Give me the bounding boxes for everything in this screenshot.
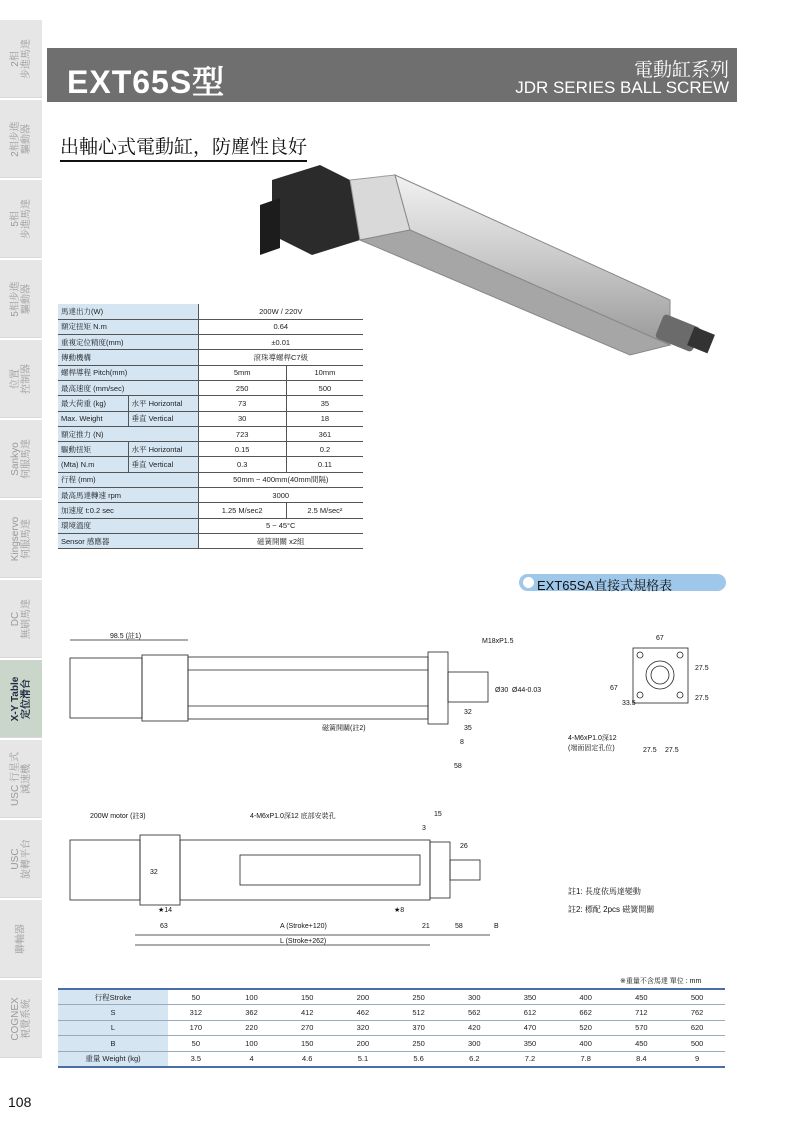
spec-row: [58, 380, 363, 395]
note-1: 註1: 長度依馬達變動: [568, 887, 641, 896]
dim-21: 21: [422, 923, 430, 930]
stroke-value: 500: [669, 989, 725, 1005]
sidebar-tab-label: COGNEX 視覺系統: [10, 996, 32, 1041]
motor-body: [260, 165, 360, 255]
stroke-value: 570: [614, 1020, 670, 1036]
stroke-value: 470: [502, 1020, 558, 1036]
stroke-row: [58, 1020, 725, 1036]
spec-value: 0.11: [286, 457, 363, 472]
dim-33-5: 33.5: [622, 700, 636, 707]
sidebar-tab[interactable]: [0, 500, 42, 578]
spec-row: [58, 350, 363, 365]
stroke-value: 6.2: [446, 1051, 502, 1067]
stroke-label: 重量 Weight (kg): [58, 1051, 168, 1067]
sidebar-tab-label: X-Y Table 定位滑台: [10, 676, 32, 721]
spec-label: 最高馬達轉速 rpm: [58, 488, 198, 503]
spec-label: 額定推力 (N): [58, 426, 198, 441]
sidebar-tab[interactable]: [0, 900, 42, 978]
page-header: [47, 48, 737, 102]
dim-m6: 4-M6xP1.0深12: [568, 735, 617, 742]
dim-motor: 200W motor (註3): [90, 813, 146, 820]
spec-row: [58, 335, 363, 350]
spec-value: 3000: [198, 488, 363, 503]
stroke-value: 762: [669, 1005, 725, 1021]
stroke-value: 170: [168, 1020, 224, 1036]
spec-section-label-text: EXT65SA直接式規格表: [537, 578, 673, 593]
spec-row: [58, 442, 363, 457]
stroke-value: 250: [391, 989, 447, 1005]
stroke-value: 450: [614, 989, 670, 1005]
sidebar-tab-label: DC 無刷馬達: [10, 598, 32, 639]
spec-row: [58, 533, 363, 548]
spec-value: 磁簧開關 x2組: [198, 533, 363, 548]
weight-note: ※重量不含馬達 單位 : mm: [620, 978, 702, 985]
actuator-body: [350, 175, 670, 355]
spec-row: [58, 426, 363, 441]
stroke-value: 9: [669, 1051, 725, 1067]
stroke-value: 412: [279, 1005, 335, 1021]
spec-label: 最大荷重 (kg): [58, 396, 128, 411]
stroke-value: 7.8: [558, 1051, 614, 1067]
sidebar-tab[interactable]: [0, 180, 42, 258]
spec-value: 5mm: [198, 365, 286, 380]
sidebar-tab-label: 位置 控制器: [10, 363, 32, 394]
dim-32-bottom: 32: [150, 869, 158, 876]
spec-row: [58, 365, 363, 380]
spec-value: 1.25 M/sec2: [198, 503, 286, 518]
spec-label: 額定扭矩 N.m: [58, 319, 198, 334]
dim-27-5-d: 27.5: [665, 747, 679, 754]
stroke-value: 5.1: [335, 1051, 391, 1067]
dim-58: 58: [454, 763, 462, 770]
sidebar-tab[interactable]: [0, 420, 42, 498]
stroke-value: 150: [279, 1036, 335, 1052]
spec-value: 0.15: [198, 442, 286, 457]
series-title-en: JDR SERIES BALL SCREW: [515, 78, 729, 97]
stroke-value: 662: [558, 1005, 614, 1021]
sidebar-tab[interactable]: [0, 260, 42, 338]
sidebar-tab[interactable]: [0, 980, 42, 1058]
sidebar-tab[interactable]: [0, 820, 42, 898]
stroke-row: [58, 989, 725, 1005]
sidebar-tab[interactable]: [0, 340, 42, 418]
sidebar-tab[interactable]: [0, 100, 42, 178]
spec-row: [58, 472, 363, 487]
stroke-value: 462: [335, 1005, 391, 1021]
dim-32: 32: [464, 709, 472, 716]
stroke-value: 320: [335, 1020, 391, 1036]
stroke-value: 8.4: [614, 1051, 670, 1067]
spec-value: 500: [286, 380, 363, 395]
spec-value: 2.5 M/sec²: [286, 503, 363, 518]
stroke-value: 362: [224, 1005, 280, 1021]
stroke-value: 500: [669, 1036, 725, 1052]
spec-row: [58, 518, 363, 533]
dim-58-bottom: 58: [455, 923, 463, 930]
spec-label: 重複定位精度(mm): [58, 335, 198, 350]
sidebar-tab[interactable]: [0, 740, 42, 818]
category-sidebar: [0, 0, 42, 1122]
spec-value: 0.64: [198, 319, 363, 334]
spec-row: [58, 396, 363, 411]
spec-label: 馬達出力(W): [58, 304, 198, 319]
stroke-label: S: [58, 1005, 168, 1021]
stroke-row: [58, 1005, 725, 1021]
sidebar-tab-label: Kingservo 伺服馬達: [10, 516, 32, 561]
dim-stroke-120: A (Stroke+120): [280, 923, 327, 930]
stroke-value: 300: [446, 989, 502, 1005]
stroke-value: 450: [614, 1036, 670, 1052]
spec-sublabel: 垂直 Vertical: [128, 457, 198, 472]
stroke-value: 220: [224, 1020, 280, 1036]
page-number: 108: [8, 1094, 32, 1110]
spec-value: 50mm ~ 400mm(40mm間隔): [198, 472, 363, 487]
spec-value: ±0.01: [198, 335, 363, 350]
spec-value: 10mm: [286, 365, 363, 380]
spec-value: 35: [286, 396, 363, 411]
dim-motor-length: 98.5 (註1): [110, 633, 142, 640]
stroke-value: 312: [168, 1005, 224, 1021]
stroke-value: 200: [335, 1036, 391, 1052]
sidebar-tab-label: 2相 步進馬達: [10, 38, 32, 79]
stroke-label: B: [58, 1036, 168, 1052]
page-subtitle: 出軸心式電動缸，防塵性良好: [60, 132, 307, 162]
stroke-value: 350: [502, 989, 558, 1005]
stroke-table: [58, 988, 725, 1068]
spec-sublabel: 水平 Horizontal: [128, 396, 198, 411]
spec-table: [58, 304, 363, 549]
spec-row: [58, 304, 363, 319]
stroke-value: 3.5: [168, 1051, 224, 1067]
dim-3: 3: [422, 825, 426, 832]
spec-section-label: [519, 574, 726, 591]
stroke-value: 50: [168, 1036, 224, 1052]
stroke-value: 712: [614, 1005, 670, 1021]
dim-35: 35: [464, 725, 472, 732]
dimension-labels: [90, 631, 709, 945]
dim-27-5-b: 27.5: [695, 695, 709, 702]
stroke-label: 行程Stroke: [58, 989, 168, 1005]
stroke-value: 350: [502, 1036, 558, 1052]
spec-value: 361: [286, 426, 363, 441]
stroke-value: 250: [391, 1036, 447, 1052]
sidebar-tab-label: USC 旋轉平台: [10, 838, 32, 879]
sidebar-tab-label: USC 行星式 減速機: [10, 751, 32, 806]
spec-value: 200W / 220V: [198, 304, 363, 319]
dim-B: B: [494, 923, 499, 930]
spec-value: 723: [198, 426, 286, 441]
stroke-value: 300: [446, 1036, 502, 1052]
spec-row: [58, 488, 363, 503]
dim-8: 8: [460, 739, 464, 746]
spec-value: 滾珠導螺桿C7級: [198, 350, 363, 365]
spec-label: Sensor 感應器: [58, 533, 198, 548]
dim-27-5-a: 27.5: [695, 665, 709, 672]
sidebar-tab[interactable]: [0, 660, 42, 738]
spec-sublabel: 水平 Horizontal: [128, 442, 198, 457]
sidebar-tab-label: 5相 步進馬達: [10, 198, 32, 239]
stroke-value: 200: [335, 989, 391, 1005]
stroke-value: 612: [502, 1005, 558, 1021]
sidebar-tab-label: 聯軸器: [15, 923, 27, 954]
stroke-value: 4.6: [279, 1051, 335, 1067]
dim-dia44: Ø44-0.03: [512, 687, 542, 694]
dim-67-side: 67: [610, 685, 618, 692]
stroke-label: L: [58, 1020, 168, 1036]
stroke-value: 5.6: [391, 1051, 447, 1067]
dim-bottom-holes: 4-M6xP1.0深12 底部安裝孔: [250, 813, 336, 820]
stroke-value: 370: [391, 1020, 447, 1036]
spec-sublabel: 垂直 Vertical: [128, 411, 198, 426]
note-2: 註2: 標配 2pcs 磁簧開關: [568, 905, 655, 914]
spec-label: 環境溫度: [58, 518, 198, 533]
stroke-value: 100: [224, 1036, 280, 1052]
spec-label: 螺桿導程 Pitch(mm): [58, 365, 198, 380]
spec-value: 73: [198, 396, 286, 411]
spec-value: 250: [198, 380, 286, 395]
stroke-row: [58, 1051, 725, 1067]
rod-end: [655, 313, 715, 353]
dim-dia30: Ø30: [495, 687, 509, 694]
stroke-value: 620: [669, 1020, 725, 1036]
spec-value: 18: [286, 411, 363, 426]
stroke-value: 270: [279, 1020, 335, 1036]
dim-L: L (Stroke+262): [280, 938, 327, 945]
spec-row: [58, 319, 363, 334]
stroke-value: 7.2: [502, 1051, 558, 1067]
bullet-icon: [523, 577, 534, 588]
stroke-value: 400: [558, 989, 614, 1005]
stroke-value: 520: [558, 1020, 614, 1036]
dim-26: 26: [460, 843, 468, 850]
spec-label: 行程 (mm): [58, 472, 198, 487]
dim-27-5-c: 27.5: [643, 747, 657, 754]
sidebar-tab-label: Sankyo 伺服馬達: [10, 438, 32, 479]
dim-67-top: 67: [656, 635, 664, 642]
stroke-value: 4: [224, 1051, 280, 1067]
spec-label: (Mta) N.m: [58, 457, 128, 472]
sidebar-tab-label: 2相步進 驅動器: [10, 120, 32, 157]
stroke-value: 420: [446, 1020, 502, 1036]
dim-m6-note: (端面固定孔位): [568, 745, 615, 752]
spec-row: [58, 503, 363, 518]
stroke-value: 150: [279, 989, 335, 1005]
dim-14: ★14: [158, 907, 173, 914]
stroke-value: 100: [224, 989, 280, 1005]
spec-label: 加速度 t:0.2 sec: [58, 503, 198, 518]
spec-value: 5 ~ 45°C: [198, 518, 363, 533]
spec-value: 0.2: [286, 442, 363, 457]
stroke-value: 50: [168, 989, 224, 1005]
spec-label: 最高速度 (mm/sec): [58, 380, 198, 395]
sidebar-tab[interactable]: [0, 580, 42, 658]
stroke-value: 562: [446, 1005, 502, 1021]
spec-row: [58, 457, 363, 472]
dim-63: 63: [160, 923, 168, 930]
stroke-value: 512: [391, 1005, 447, 1021]
dim-15: 15: [434, 811, 442, 818]
spec-label: Max. Weight: [58, 411, 128, 426]
stroke-row: [58, 1036, 725, 1052]
spec-value: 0.3: [198, 457, 286, 472]
sidebar-tab[interactable]: [0, 20, 42, 98]
dim-switch: 磁簧開關(註2): [322, 725, 366, 732]
sidebar-tab-label: 5相步進 驅動器: [10, 280, 32, 317]
spec-row: [58, 411, 363, 426]
model-title: EXT65S型: [67, 64, 226, 100]
dim-thread: M18xP1.5: [482, 638, 514, 645]
spec-value: 30: [198, 411, 286, 426]
spec-label: 驅動扭矩: [58, 442, 128, 457]
stroke-value: 400: [558, 1036, 614, 1052]
series-title-zh: 電動缸系列: [633, 60, 729, 81]
dim-8-bottom: ★8: [394, 907, 405, 914]
spec-label: 傳動機構: [58, 350, 198, 365]
